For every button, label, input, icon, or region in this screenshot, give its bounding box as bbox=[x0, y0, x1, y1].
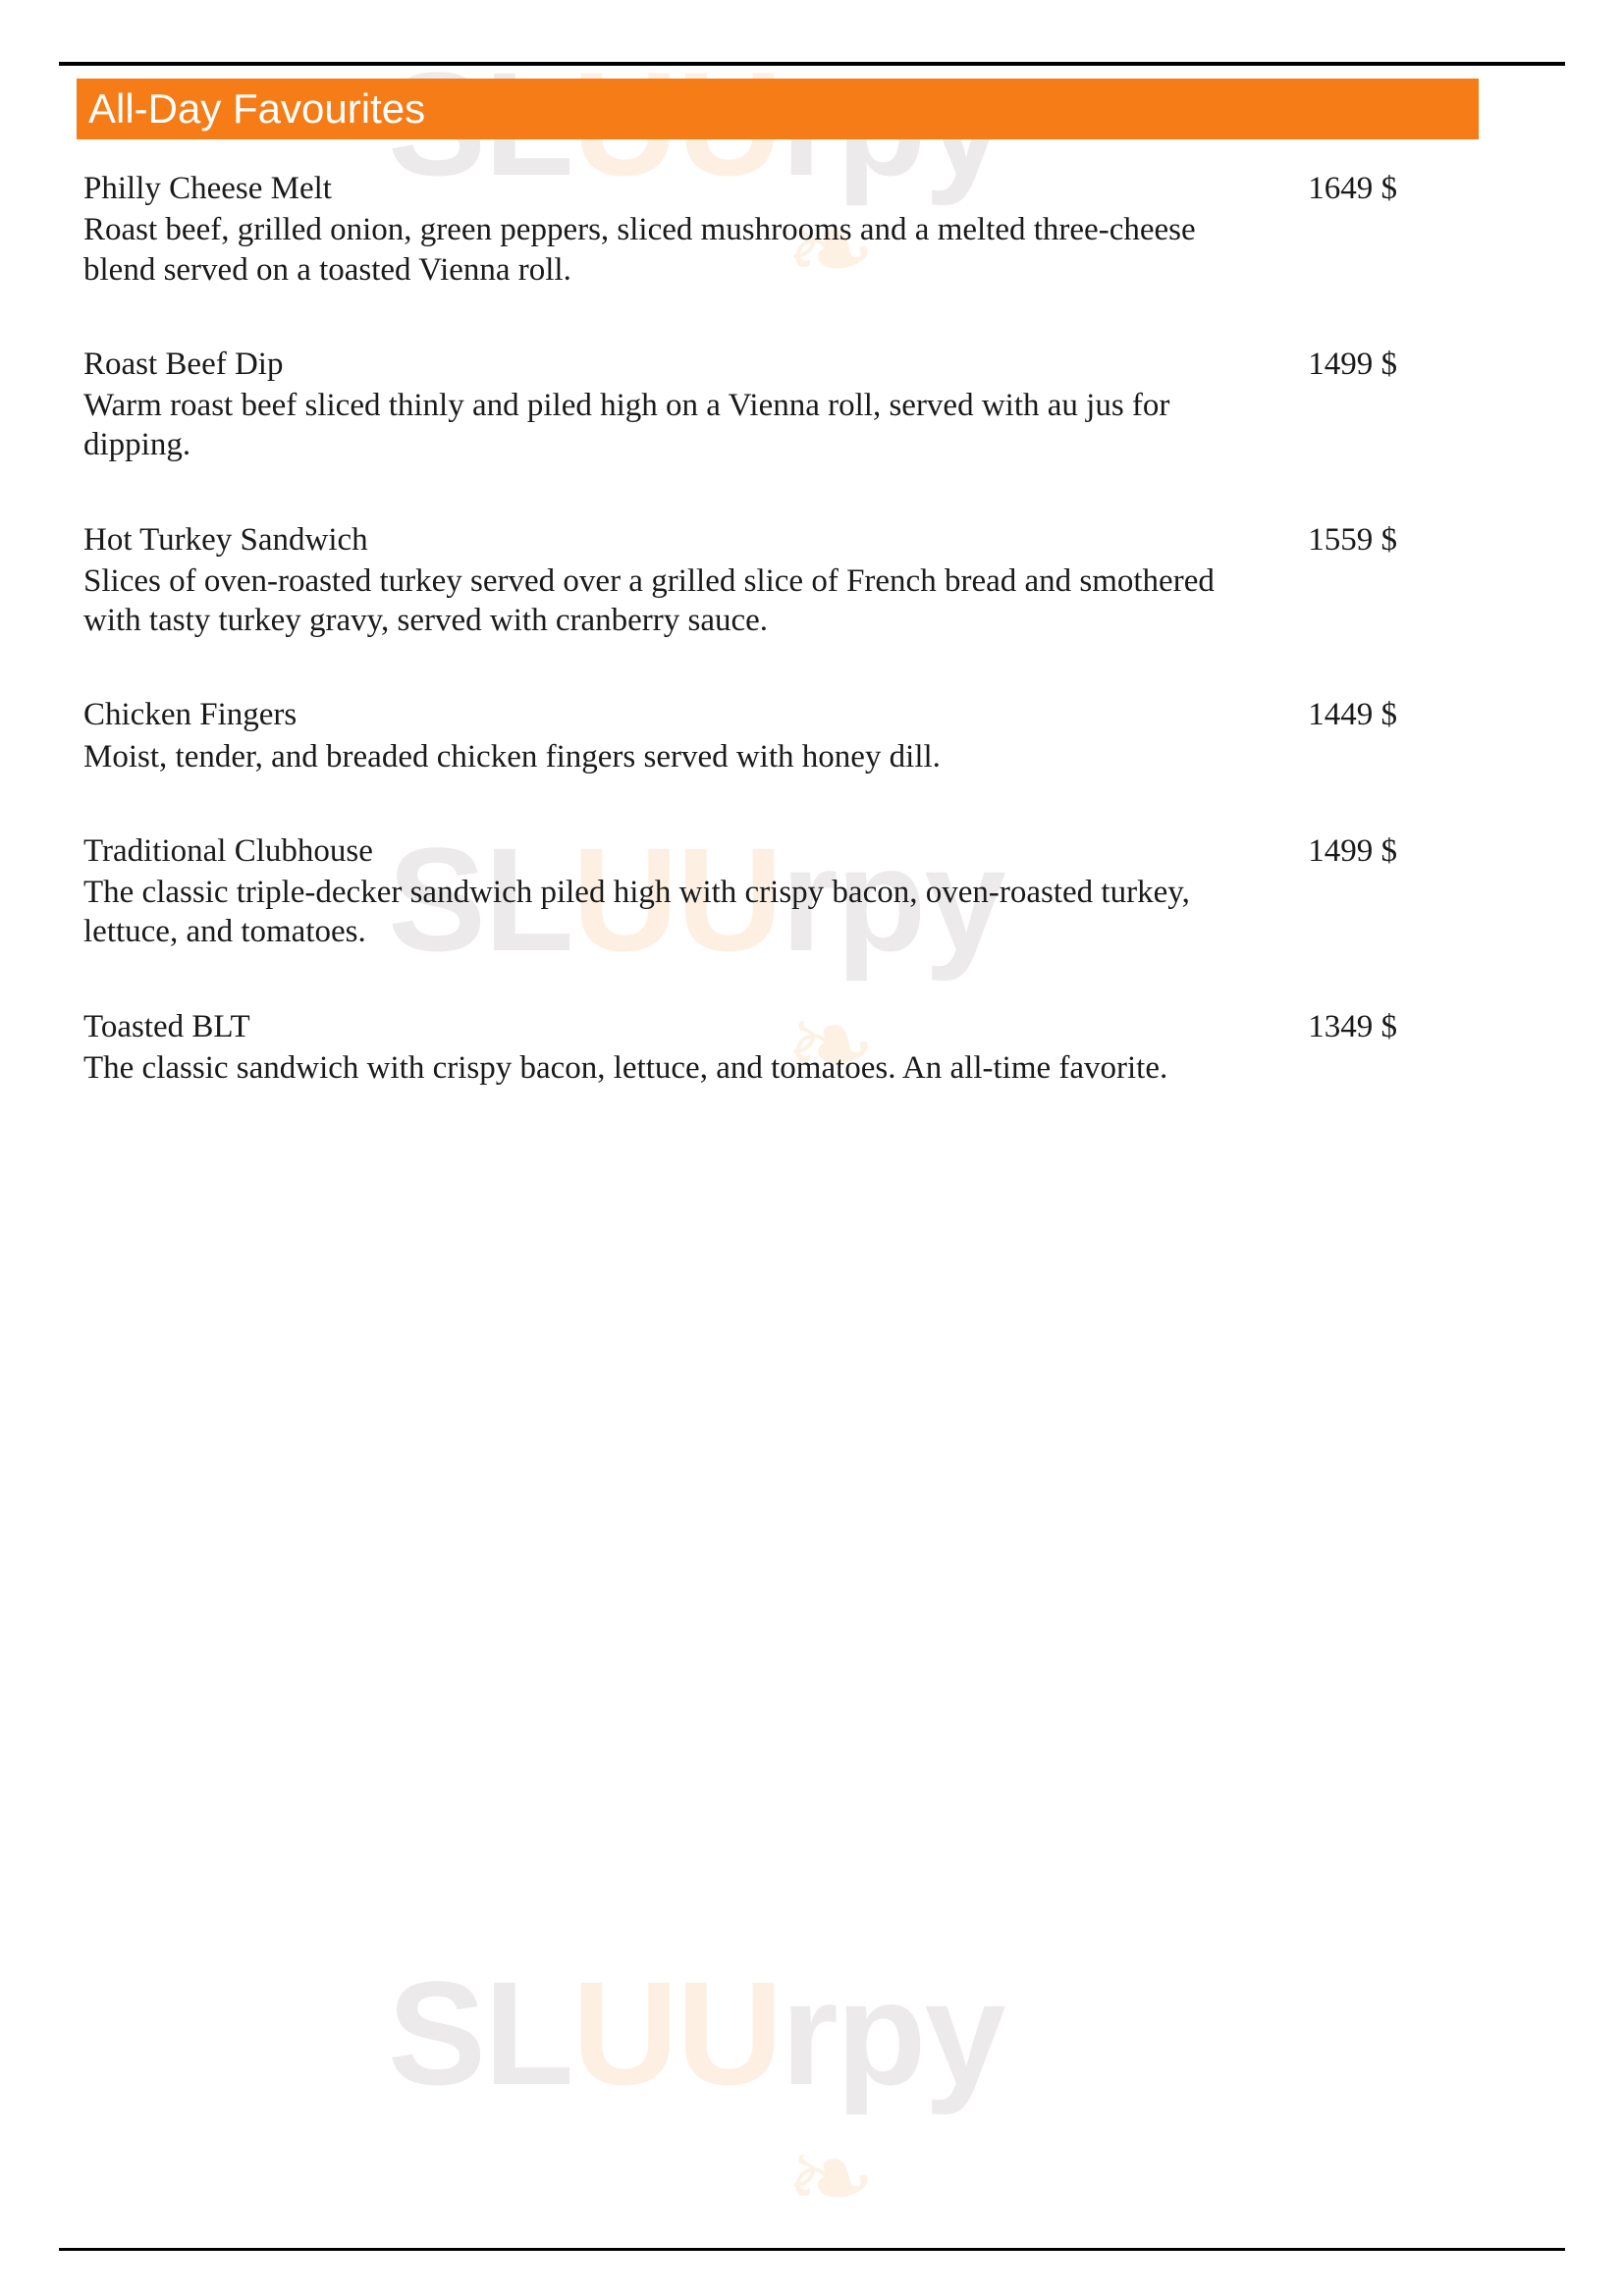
menu-item bbox=[83, 345, 1488, 465]
watermark-swirl-icon: ❧ bbox=[785, 986, 877, 1105]
menu-item-text bbox=[83, 831, 1252, 952]
watermark-text-accent: UU bbox=[571, 817, 782, 982]
menu-item-list bbox=[83, 169, 1488, 1143]
menu-item bbox=[83, 520, 1488, 641]
menu-item-price: 1449 $ bbox=[1308, 697, 1397, 733]
menu-item-price: 1559 $ bbox=[1308, 521, 1397, 558]
menu-item-name: Chicken Fingers bbox=[83, 697, 298, 733]
section-header bbox=[77, 79, 1479, 139]
watermark-text-accent: UU bbox=[571, 1950, 782, 2115]
menu-item-name: Roast Beef Dip bbox=[83, 346, 284, 382]
watermark-text-primary: SL bbox=[388, 817, 572, 982]
watermark-text-primary: SL bbox=[388, 1950, 572, 2115]
menu-item-price: 1499 $ bbox=[1308, 346, 1397, 382]
menu-item-text bbox=[83, 345, 1252, 465]
menu-item-name: Traditional Clubhouse bbox=[83, 832, 373, 869]
menu-item bbox=[83, 831, 1488, 952]
menu-item-description: Roast beef, grilled onion, green peppers, sliced mushrooms and a melted three-cheese blend served on a toasted Vienna roll. bbox=[83, 212, 1196, 288]
watermark-swirl-icon: ❧ bbox=[785, 190, 877, 310]
menu-item-description: Slices of oven-roasted turkey served over a grilled slice of French bread and smothered with tasty turkey gravy, served with cranberry sauce. bbox=[83, 562, 1215, 638]
menu-item-description: The classic triple-decker sandwich piled high with crispy bacon, oven-roasted turkey, lettuce, and tomatoes. bbox=[83, 875, 1190, 950]
menu-item-text bbox=[83, 520, 1252, 641]
bottom-divider bbox=[59, 2248, 1565, 2251]
watermark-swirl-icon: ❧ bbox=[785, 2119, 877, 2239]
top-divider bbox=[59, 62, 1565, 66]
menu-item-price: 1649 $ bbox=[1308, 171, 1397, 206]
menu-item-name: Philly Cheese Melt bbox=[83, 171, 332, 206]
menu-item-text bbox=[83, 1007, 1252, 1089]
menu-item-description: Moist, tender, and breaded chicken fingers served with honey dill. bbox=[83, 738, 941, 774]
menu-item-text bbox=[83, 169, 1252, 290]
menu-item-name: Hot Turkey Sandwich bbox=[83, 521, 368, 558]
menu-item bbox=[83, 169, 1488, 290]
menu-item bbox=[83, 1007, 1488, 1089]
menu-item-name: Toasted BLT bbox=[83, 1008, 250, 1044]
watermark-text-suffix: rpy bbox=[781, 1950, 1004, 2115]
menu-item-text bbox=[83, 695, 1252, 776]
watermark-text-suffix: rpy bbox=[781, 817, 1004, 982]
menu-item-description: Warm roast beef sliced thinly and piled high on a Vienna roll, served with au jus for dipping. bbox=[83, 388, 1170, 463]
menu-item-price: 1349 $ bbox=[1308, 1008, 1397, 1044]
menu-item-description: The classic sandwich with crispy bacon, lettuce, and tomatoes. An all-time favorite. bbox=[83, 1049, 1168, 1086]
menu-item-price: 1499 $ bbox=[1308, 832, 1397, 869]
section-title: All-Day Favourites bbox=[88, 85, 426, 132]
menu-item bbox=[83, 695, 1488, 776]
